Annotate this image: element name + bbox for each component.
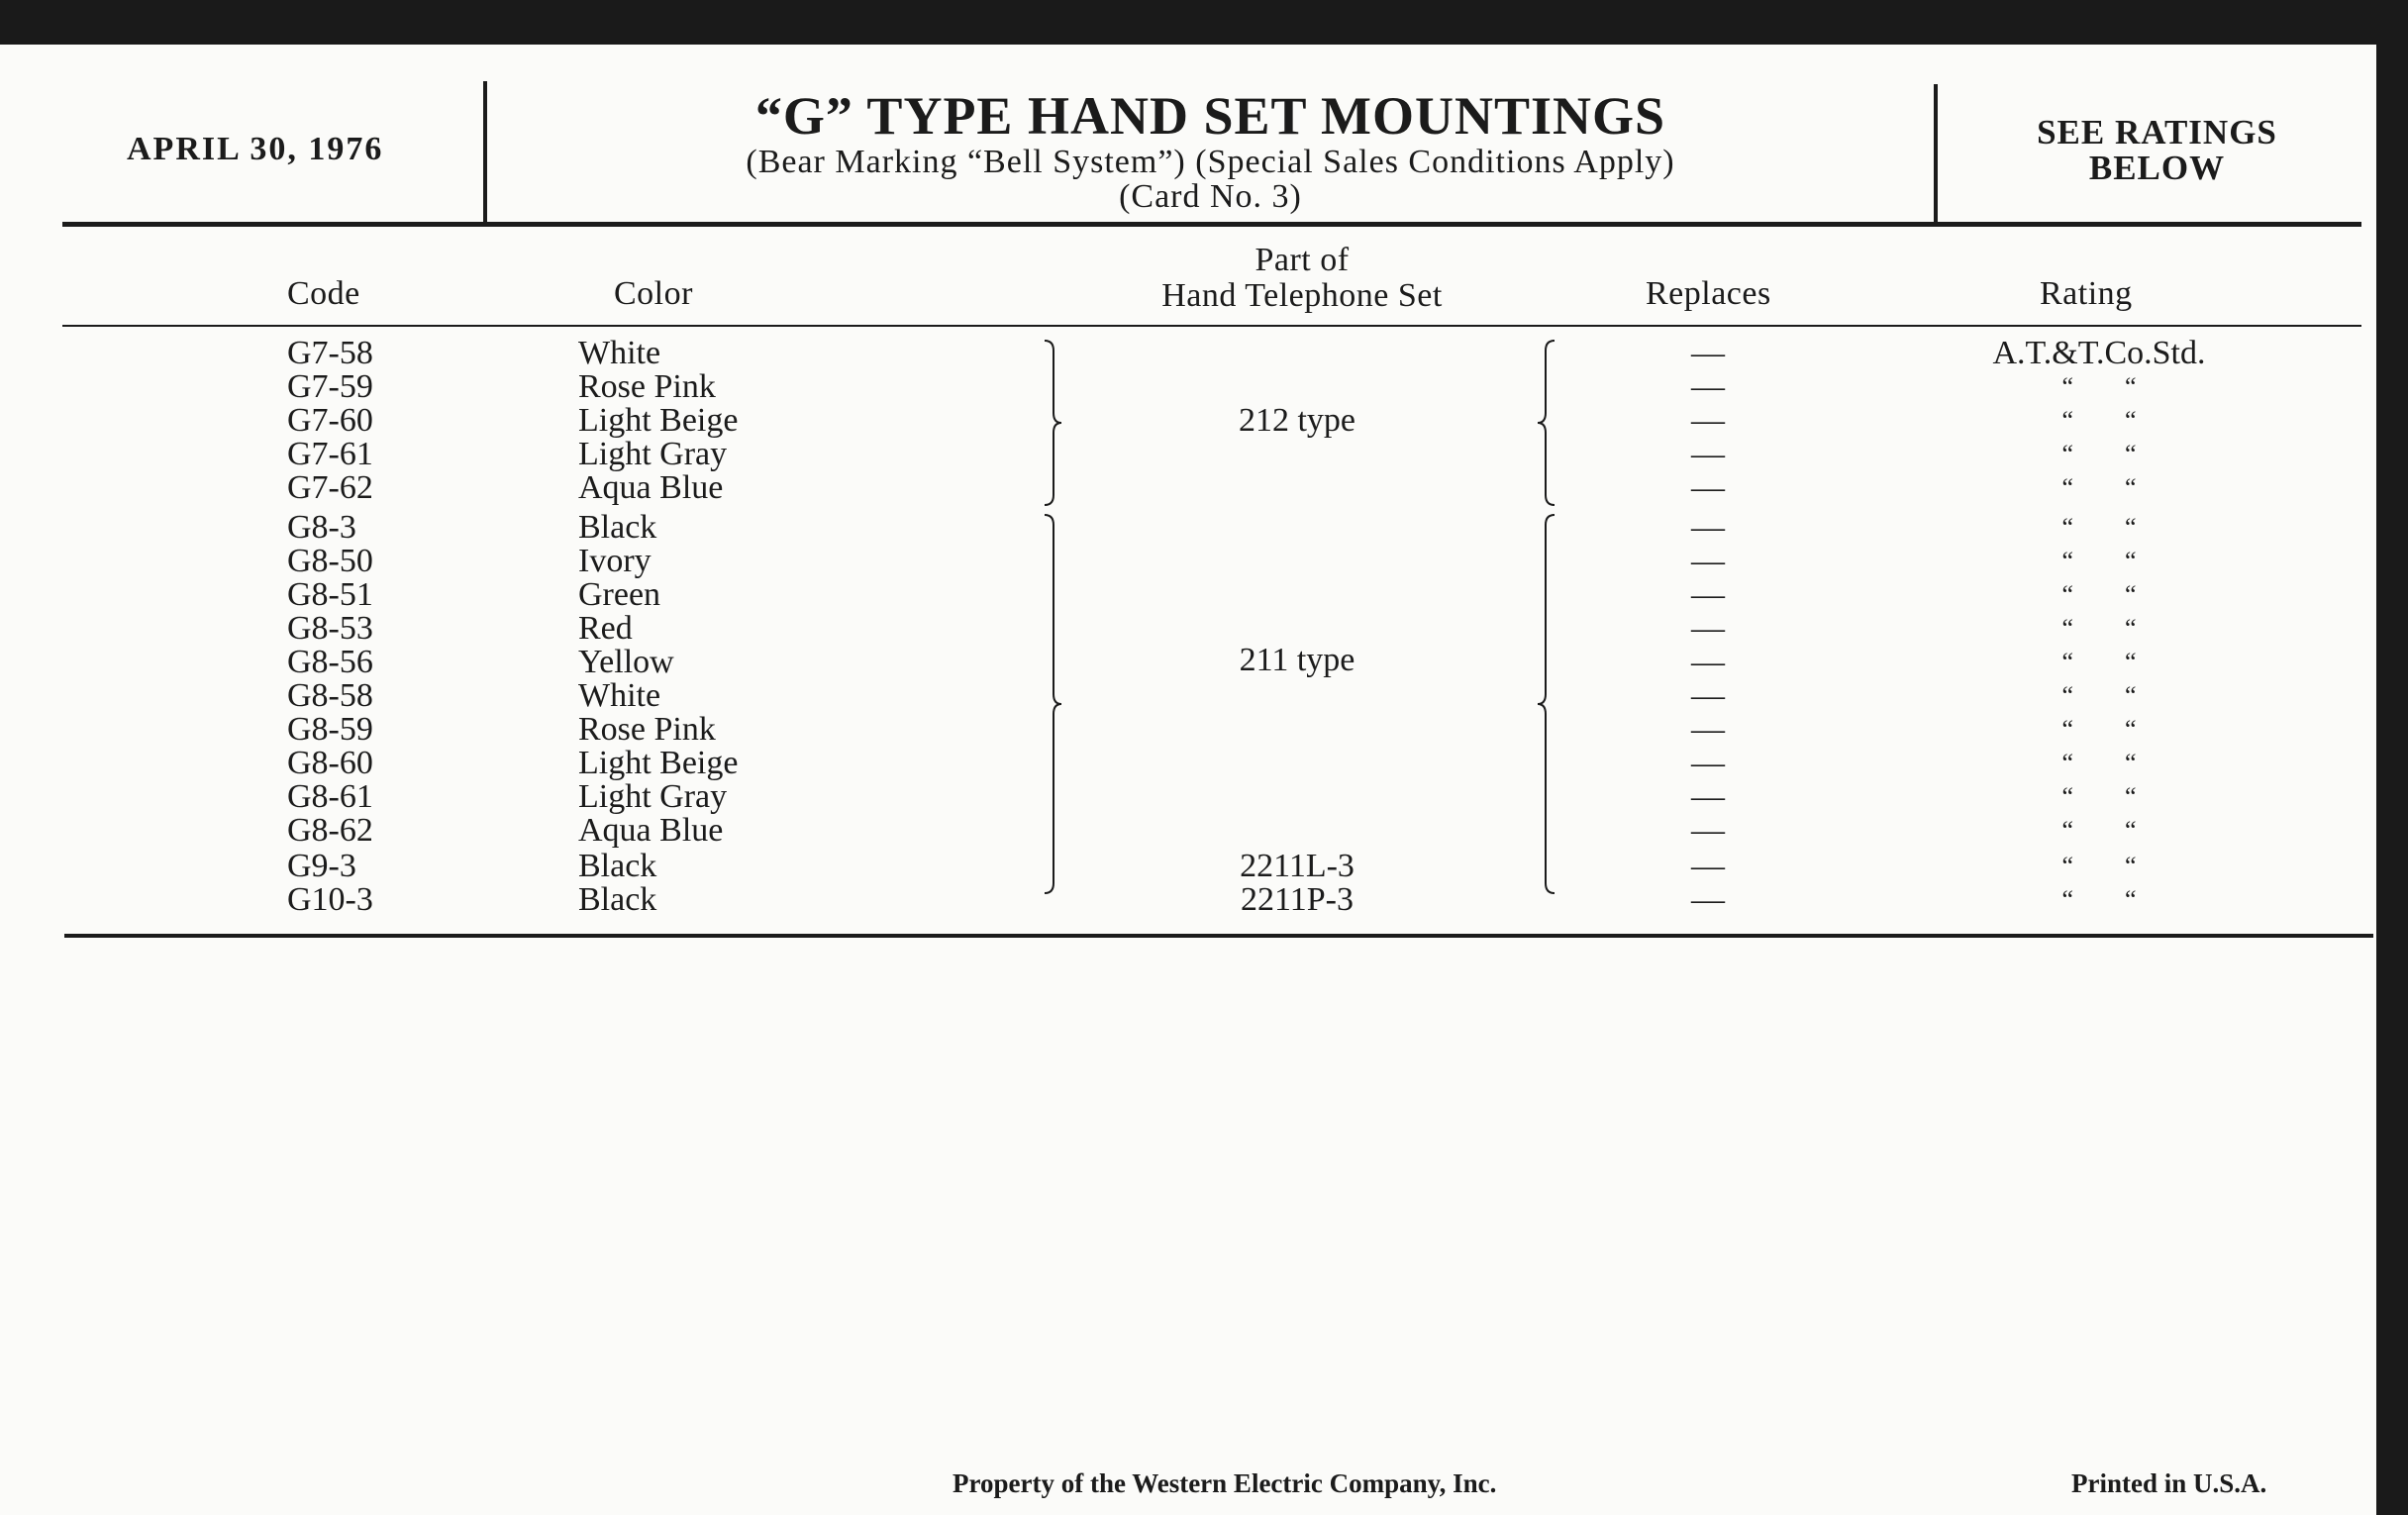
row-rating: “ “ — [2061, 816, 2137, 845]
row-rating: “ “ — [2061, 513, 2137, 542]
row-code: G8-61 — [287, 778, 373, 815]
row-rating: “ “ — [2061, 852, 2137, 880]
row-code: G8-51 — [287, 576, 373, 613]
row-rating: “ “ — [2061, 372, 2137, 401]
brace-left-group2 — [1530, 513, 1559, 895]
row-code: G8-58 — [287, 677, 373, 714]
row-replaces: — — [1691, 610, 1725, 647]
column-header-part-line1: Part of — [1254, 242, 1350, 278]
row-replaces: — — [1691, 436, 1725, 472]
row-replaces: — — [1691, 368, 1725, 405]
row-color: Red — [578, 610, 633, 647]
row-rating: “ “ — [2061, 580, 2137, 609]
column-header-color: Color — [614, 275, 693, 312]
row-replaces: — — [1691, 778, 1725, 815]
row-code: G8-53 — [287, 610, 373, 647]
row-color: Black — [578, 881, 657, 918]
row-rating: “ “ — [2061, 547, 2137, 575]
table-bottom-rule — [64, 934, 2373, 938]
row-color: Light Beige — [578, 402, 739, 439]
printed-notice: Printed in U.S.A. — [2071, 1468, 2267, 1498]
row-replaces: — — [1691, 402, 1725, 439]
row-rating: “ “ — [2061, 648, 2137, 676]
row-code: G8-50 — [287, 543, 373, 579]
row-color: Yellow — [578, 644, 674, 680]
row-color: Ivory — [578, 543, 652, 579]
row-code: G9-3 — [287, 848, 356, 884]
see-ratings-line1: SEE RATINGS — [2037, 113, 2277, 152]
header-rule — [62, 222, 2361, 227]
column-header-code: Code — [287, 275, 360, 312]
row-color: White — [578, 677, 661, 714]
row-color: Aqua Blue — [578, 812, 724, 849]
row-code: G8-59 — [287, 711, 373, 748]
column-header-rule — [62, 325, 2361, 327]
row-color: Green — [578, 576, 661, 613]
row-color: Black — [578, 848, 657, 884]
row-color: Light Beige — [578, 745, 739, 781]
row-rating: “ “ — [2061, 406, 2137, 435]
row-code: G8-60 — [287, 745, 373, 781]
row-replaces: — — [1691, 469, 1725, 506]
row-code: G8-3 — [287, 509, 356, 546]
brace-right-group2 — [1040, 513, 1069, 895]
row-code: G10-3 — [287, 881, 373, 918]
row-rating: “ “ — [2061, 782, 2137, 811]
column-header-part — [1089, 243, 1515, 314]
row-replaces: — — [1691, 543, 1725, 579]
card-title: “G” TYPE HAND SET MOUNTINGS — [754, 86, 1666, 146]
row-code: G8-56 — [287, 644, 373, 680]
row-replaces: — — [1691, 576, 1725, 613]
brace-right-group1 — [1040, 339, 1069, 507]
row-color: Light Gray — [578, 778, 728, 815]
see-ratings-line2: BELOW — [2088, 149, 2226, 187]
row-code: G7-59 — [287, 368, 373, 405]
row-code: G8-62 — [287, 812, 373, 849]
row-rating: “ “ — [2061, 440, 2137, 468]
see-ratings-note — [1938, 115, 2376, 186]
column-header-rating: Rating — [2040, 275, 2133, 312]
group-part-2211p: 2211P-3 — [1241, 881, 1354, 918]
card-date: APRIL 30, 1976 — [127, 131, 384, 167]
row-replaces: — — [1691, 677, 1725, 714]
row-code: G7-60 — [287, 402, 373, 439]
row-color: Black — [578, 509, 657, 546]
row-rating: “ “ — [2061, 749, 2137, 777]
property-notice: Property of the Western Electric Company, Inc. — [953, 1468, 1497, 1498]
card-subtitle: (Bear Marking “Bell System”) (Special Sales Conditions Apply) — [746, 144, 1675, 180]
row-replaces: — — [1691, 812, 1725, 849]
row-code: G7-58 — [287, 335, 373, 371]
row-code: G7-61 — [287, 436, 373, 472]
brace-left-group1 — [1530, 339, 1559, 507]
row-replaces: — — [1691, 848, 1725, 884]
row-replaces: — — [1691, 644, 1725, 680]
row-rating: “ “ — [2061, 885, 2137, 914]
row-rating: “ “ — [2061, 473, 2137, 502]
row-color: Aqua Blue — [578, 469, 724, 506]
row-rating: “ “ — [2061, 681, 2137, 710]
group-part-212: 212 type — [1238, 402, 1356, 439]
row-rating: “ “ — [2061, 614, 2137, 643]
row-replaces: — — [1691, 745, 1725, 781]
row-color: Rose Pink — [578, 368, 716, 405]
row-rating: “ “ — [2061, 715, 2137, 744]
column-header-part-line2: Hand Telephone Set — [1161, 277, 1443, 314]
row-replaces: — — [1691, 711, 1725, 748]
row-color: White — [578, 335, 661, 371]
column-header-replaces: Replaces — [1646, 275, 1771, 312]
row-rating: A.T.&T.Co.Std. — [1992, 335, 2206, 371]
row-replaces: — — [1691, 881, 1725, 918]
row-color: Rose Pink — [578, 711, 716, 748]
row-color: Light Gray — [578, 436, 728, 472]
scan-edge — [2376, 0, 2408, 1515]
card-number: (Card No. 3) — [1119, 178, 1302, 215]
row-replaces: — — [1691, 335, 1725, 371]
row-replaces: — — [1691, 509, 1725, 546]
group-part-211: 211 type — [1239, 642, 1355, 678]
group-part-2211l: 2211L-3 — [1240, 848, 1354, 884]
row-code: G7-62 — [287, 469, 373, 506]
